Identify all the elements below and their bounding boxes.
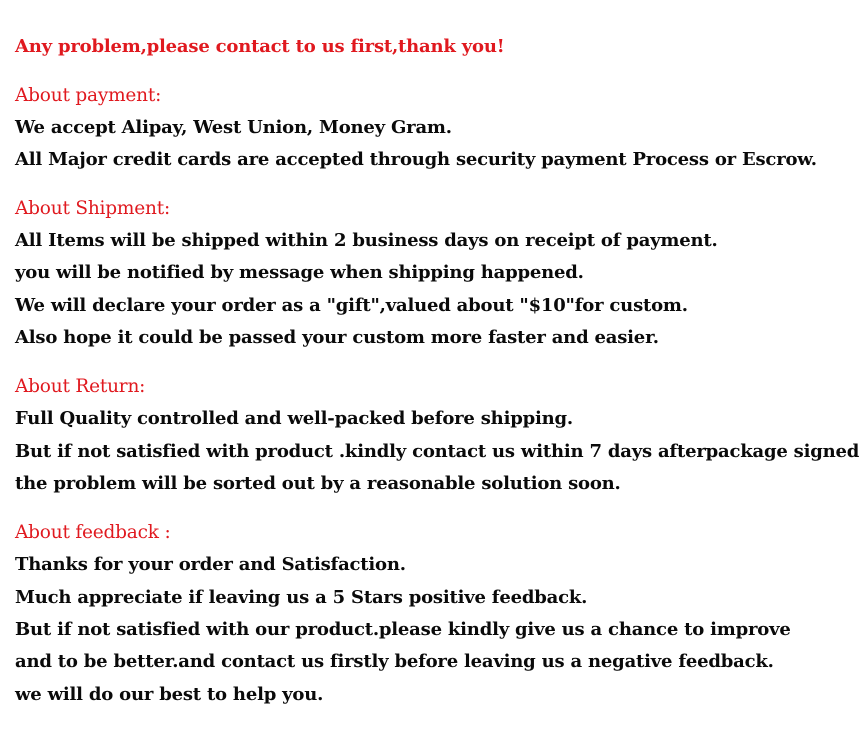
section-line: All Items will be shipped within 2 business days on receipt of payment. (15, 230, 718, 251)
section-heading-return: About Return: (15, 376, 146, 397)
section-line: we will do our best to help you. (15, 684, 324, 705)
section-line: the problem will be sorted out by a reasonable solution soon. (15, 473, 621, 494)
section-line: Full Quality controlled and well-packed before shipping. (15, 408, 573, 429)
section-line: We accept Alipay, West Union, Money Gram. (15, 117, 452, 138)
section-line: All Major credit cards are accepted through security payment Process or Escrow. (15, 149, 817, 170)
section-line: and to be better.and contact us firstly before leaving us a negative feedback. (15, 651, 774, 672)
section-heading-shipment: About Shipment: (15, 198, 170, 219)
section-line: But if not satisfied with product .kindly contact us within 7 days afterpackage signed (15, 441, 859, 462)
section-line: you will be notified by message when shipping happened. (15, 262, 584, 283)
section-line: We will declare your order as a "gift",valued about "$10"for custom. (15, 295, 688, 316)
section-line: Thanks for your order and Satisfaction. (15, 554, 406, 575)
section-line: Also hope it could be passed your custom more faster and easier. (15, 327, 659, 348)
intro-notice: Any problem,please contact to us first,thank you! (15, 36, 505, 57)
section-heading-payment: About payment: (15, 85, 162, 106)
section-line: Much appreciate if leaving us a 5 Stars positive feedback. (15, 587, 588, 608)
section-heading-feedback: About feedback : (15, 522, 171, 543)
section-line: But if not satisfied with our product.please kindly give us a chance to improve (15, 619, 791, 640)
